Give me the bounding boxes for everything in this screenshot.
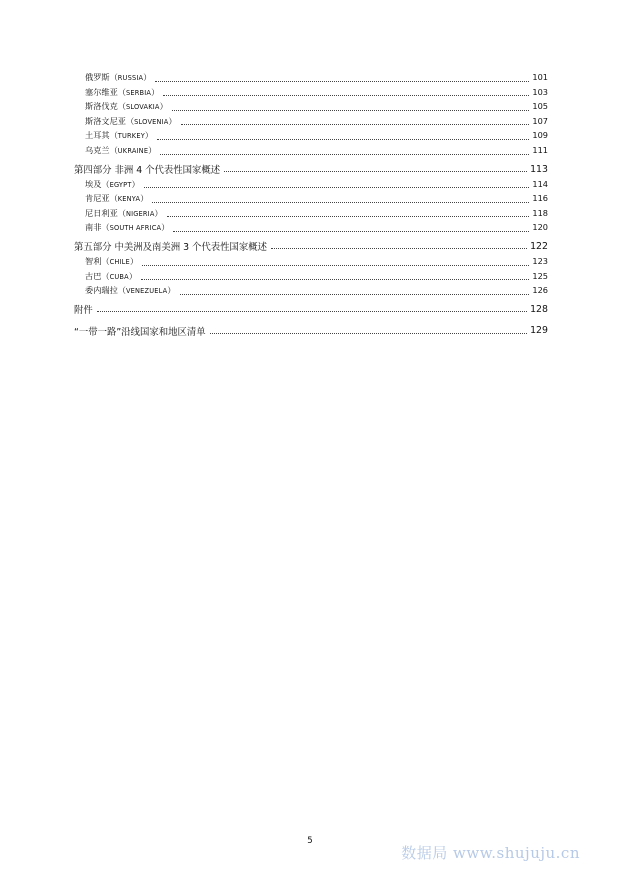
page-number: 5 <box>307 836 313 846</box>
dot-leader <box>163 95 529 96</box>
toc-entry-south-africa[interactable] <box>85 222 548 237</box>
toc-page-number: 105 <box>532 101 548 112</box>
dot-leader <box>167 216 530 217</box>
toc-entry-label: 委内瑞拉（VENEZUELA） <box>85 285 176 296</box>
dot-leader <box>224 171 527 172</box>
toc-page-number: 103 <box>532 86 548 97</box>
watermark: 数据局 www.shujuju.cn <box>401 844 580 862</box>
toc-page-number: 120 <box>532 222 548 233</box>
toc-entry-label: 土耳其（TURKEY） <box>85 130 154 141</box>
toc-page-number: 101 <box>532 72 548 82</box>
toc-entry-cuba[interactable] <box>85 271 548 286</box>
toc-entry-label: 第四部分 非洲 4 个代表性国家概述 <box>74 165 221 177</box>
toc-entry-label: 智利（CHILE） <box>85 255 139 266</box>
dot-leader <box>180 294 530 295</box>
toc-page-number: 113 <box>530 163 548 175</box>
dot-leader <box>97 311 527 312</box>
toc-page-number: 116 <box>532 193 548 204</box>
toc-entry-turkey[interactable] <box>85 130 548 145</box>
dot-leader <box>173 231 529 232</box>
toc-entry-venezuela[interactable] <box>85 285 548 300</box>
toc-entry-label: 南非（SOUTH AFRICA） <box>85 222 170 233</box>
dot-leader <box>210 333 528 334</box>
dot-leader <box>142 265 529 266</box>
toc-page-number: 118 <box>532 207 548 218</box>
dot-leader <box>172 110 530 111</box>
toc-entry-label: 尼日利亚（NIGERIA） <box>85 207 163 218</box>
toc-entry-belt-road-list[interactable] <box>74 321 548 341</box>
dot-leader <box>144 187 530 188</box>
toc-page-number: 128 <box>530 303 548 315</box>
toc-entry-label: 斯洛伐克（SLOVAKIA） <box>85 101 168 112</box>
toc-entry-slovakia[interactable] <box>85 101 548 116</box>
toc-entry-label: 附件 <box>74 305 93 317</box>
toc-page-number: 114 <box>532 178 548 189</box>
toc-page-number: 123 <box>532 255 548 266</box>
toc-entry-label: 俄罗斯（RUSSIA） <box>85 72 152 82</box>
dot-leader <box>152 202 529 203</box>
toc-page-number: 129 <box>530 325 548 337</box>
toc-page-number: 109 <box>532 130 548 141</box>
toc-entry-serbia[interactable] <box>85 87 548 102</box>
toc-entry-label: 肯尼亚（KENYA） <box>85 193 149 204</box>
toc-entry-label: 乌克兰（UKRAINE） <box>85 144 157 155</box>
toc-entry-label: 塞尔维亚（SERBIA） <box>85 86 160 97</box>
toc-page-number: 107 <box>532 115 548 126</box>
dot-leader <box>181 124 530 125</box>
toc-entry-kenya[interactable] <box>85 193 548 208</box>
dot-leader <box>271 248 527 249</box>
toc-page-number: 122 <box>530 240 548 252</box>
toc-page-number: 111 <box>532 144 548 155</box>
toc-entry-label: 斯洛文尼亚（SLOVENIA） <box>85 115 177 126</box>
toc-page-number: 126 <box>532 285 548 296</box>
toc-entry-part5[interactable] <box>74 237 548 256</box>
toc-entry-ukraine[interactable] <box>85 145 548 160</box>
toc-entry-russia[interactable] <box>85 72 548 87</box>
toc-entry-label: 古巴（CUBA） <box>85 270 138 281</box>
toc-entry-label: 第五部分 中美洲及南美洲 3 个代表性国家概述 <box>74 242 268 254</box>
dot-leader <box>160 154 529 155</box>
toc-entry-chile[interactable] <box>85 256 548 271</box>
dot-leader <box>157 139 529 140</box>
toc-page-number: 125 <box>532 270 548 281</box>
toc-entry-part4[interactable] <box>74 160 548 179</box>
toc-entry-appendix[interactable] <box>74 300 548 319</box>
dot-leader <box>155 81 529 82</box>
toc-entry-egypt[interactable] <box>85 179 548 194</box>
dot-leader <box>141 279 529 280</box>
toc-entry-label: “一带一路”沿线国家和地区清单 <box>74 326 206 338</box>
toc-entry-nigeria[interactable] <box>85 208 548 223</box>
table-of-contents <box>74 72 548 341</box>
toc-entry-slovenia[interactable] <box>85 116 548 131</box>
toc-entry-label: 埃及（EGYPT） <box>85 178 140 189</box>
